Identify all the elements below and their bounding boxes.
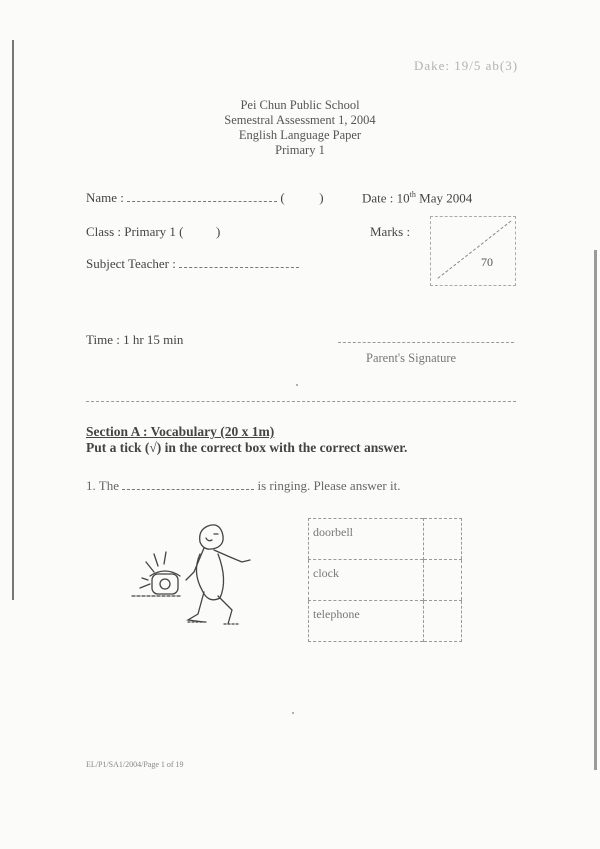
handwritten-corner-note: Dake: 19/5 ab(3): [414, 58, 519, 73]
marks-slash: [431, 217, 515, 285]
class-label: Class : Primary 1 (: [86, 224, 184, 239]
date-value-rest: May 2004: [419, 190, 473, 206]
scan-edge-left: [12, 40, 14, 600]
option-row: [309, 519, 462, 560]
section-title: Section A : Vocabulary (20 x 1m): [86, 424, 275, 439]
option-tick-box[interactable]: [424, 519, 462, 560]
scan-edge-right: [594, 250, 597, 770]
question-1-suffix: is ringing. Please answer it.: [257, 478, 401, 493]
person-running-to-telephone-illustration: [128, 510, 278, 630]
parent-signature-line[interactable]: [338, 342, 514, 343]
option-row: [309, 560, 462, 601]
date-row: [362, 190, 472, 206]
time-label: Time : 1 hr 15 min: [86, 332, 184, 347]
scan-speck: [292, 712, 294, 714]
answer-options-table: [308, 518, 462, 642]
name-blank[interactable]: [127, 201, 277, 202]
class-paren-close: ): [216, 224, 221, 239]
option-label: telephone: [309, 601, 424, 642]
option-row: [309, 601, 462, 642]
section-instruction: Put a tick (√) in the correct box with the correct answer.: [86, 440, 408, 455]
section-divider: [86, 401, 516, 402]
date-value-sup: th: [409, 190, 416, 199]
scan-speck: [296, 384, 298, 386]
teacher-label: Subject Teacher :: [86, 256, 176, 271]
teacher-row: [86, 256, 299, 272]
question-1: [86, 478, 400, 494]
name-row: [86, 190, 324, 206]
option-tick-box[interactable]: [424, 560, 462, 601]
paper-title: English Language Paper: [238, 128, 362, 142]
teacher-blank[interactable]: [179, 267, 299, 268]
question-1-blank: [122, 489, 254, 490]
school-name: Pei Chun Public School: [240, 98, 360, 112]
page-footer: EL/P1/SA1/2004/Page 1 of 19: [86, 760, 184, 769]
option-tick-box[interactable]: [424, 601, 462, 642]
date-label: Date :: [362, 190, 394, 206]
name-paren-open: (: [280, 190, 285, 205]
marks-total: 70: [481, 255, 493, 269]
document-header: [150, 98, 450, 158]
name-label: Name :: [86, 190, 124, 205]
marks-box: [430, 216, 516, 286]
date-value-day: 10: [396, 190, 410, 206]
marks-label: Marks :: [370, 224, 411, 239]
question-1-prefix: 1. The: [86, 478, 119, 493]
option-label: doorbell: [313, 525, 353, 539]
assessment-title: Semestral Assessment 1, 2004: [224, 113, 376, 127]
option-label: clock: [309, 560, 424, 601]
level-title: Primary 1: [275, 143, 325, 157]
class-row: [86, 224, 220, 240]
name-paren-close: ): [319, 190, 324, 205]
parent-signature-label: Parent's Signature: [366, 351, 457, 365]
